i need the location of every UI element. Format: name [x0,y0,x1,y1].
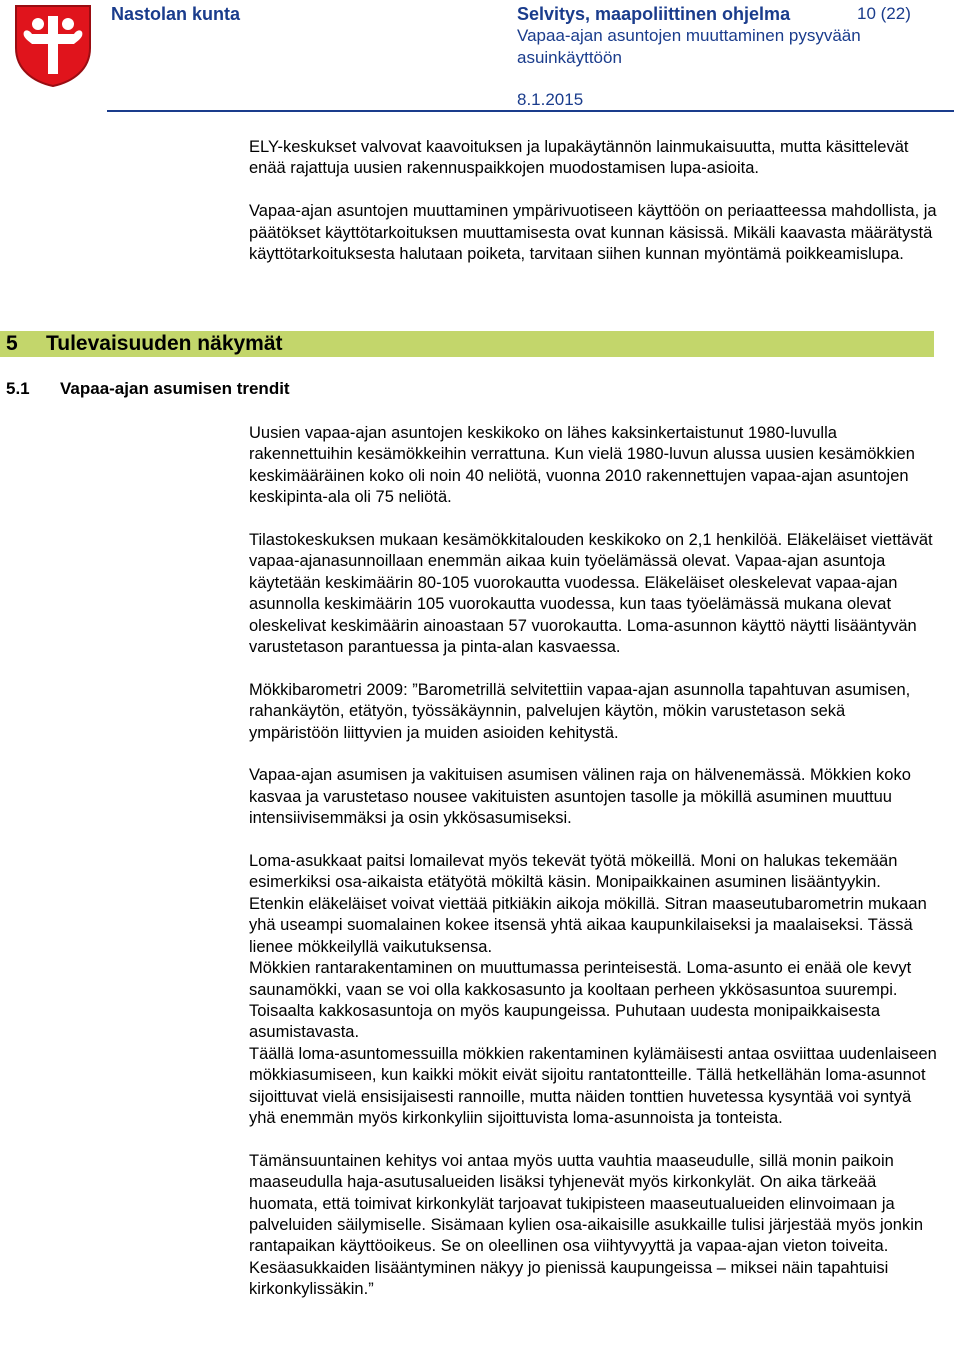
paragraph: Uusien vapaa-ajan asuntojen keskikoko on lähes kaksinkertaistunut 1980-luvulla rakennettuihin kesämökkeihin verrattuna. Kun vielä 1980-luvun alussa uusien kesämökkien keskimääräinen koko oli noin 40 neliötä, vuonna 2010 rakennettujen vapaa-ajan asuntojen keskipinta-ala oli 75 neliötä. [249,424,915,507]
paragraph: Tilastokeskuksen mukaan kesämökkitalouden keskikoko on 2,1 henkilöä. Eläkeläiset viettävät vapaa-ajanasunnoillaan enemmän aikaa kuin työelämässä olevat. Vapaa-ajan asuntoja käytetään keskimäärin 80-105 vuorokautta vuodessa. Eläkeläiset oleskelevat vapaa-ajan asunnolla keskimäärin 105 vuorokautta vuodessa, kun taas työelämässä mukana olevat oleskelivat keskimäärin ainoastaan 57 vuorokautta. Loma-asunnon käyttö näytti lisääntyvän varustetason parantuessa ja pinta-alan kasvaessa. [249,531,933,657]
header-divider [107,110,954,112]
paragraph: ELY-keskukset valvovat kaavoituksen ja lupakäytännön lainmukaisuutta, mutta käsittelevät enää rajattuja uusien rakennuspaikkojen muodostamisen lupa-asioita. [249,138,909,178]
section-number: 5 [6,332,18,355]
subsection-heading [6,378,290,400]
paragraph: Mökkibarometri 2009: ”Barometrillä selvitettiin vapaa-ajan asunnolla tapahtuvan asumisen, rahankäytön, etätyön, työssäkäynnin, palvelujen käytön, mökin varustetason sekä ympäristöön liittyvien ja muiden asioiden kehitystä. [249,680,911,742]
subsection-title: Vapaa-ajan asumisen trendit [60,379,290,398]
document-date: 8.1.2015 [517,90,584,109]
paragraph: Tämänsuuntainen kehitys voi antaa myös uutta vauhtia maaseudulle, sillä monin paikoin maaseudulla haja-asutusalueiden lisäksi tyhjenevät myös kirkonkylät. On aika tärkeää huomata, että toimivat kirkonkylät tarjoavat tukipisteen maaseutualueiden elinvoimaan ja palveluiden säilymiselle. Sisämaan kylien osa-aikaisille asukkaille tulisi järjestää myös jonkin rantapaikan käyttöoikeus. Se on oleellinen osa viihtyvyyttä ja vapaa-ajan vieton toiveita. Kesäasukkaiden lisääntyminen näkyy jo pienissä kaupungeissa – miksei näin tapahtuisi kirkonkylissäkin.” [249,1151,924,1299]
section-title: Tulevaisuuden näkymät [46,332,283,355]
page-number: 10 (22) [857,4,911,23]
document-title: Selvitys, maapoliittinen ohjelma [517,4,791,24]
document-subtitle: Vapaa-ajan asuntojen muuttaminen pysyvään asuinkäyttöön [517,26,861,67]
section-heading [6,331,283,357]
subsection-number: 5.1 [6,379,30,398]
intro-text [249,137,939,265]
organization-name: Nastolan kunta [111,4,241,24]
main-text [249,423,939,1301]
municipal-coat-of-arms-icon [14,4,92,88]
paragraph: Vapaa-ajan asuntojen muuttaminen ympärivuotiseen käyttöön on periaatteessa mahdollista, ja päätökset käyttötarkoituksen muuttamisesta ovat kunnan käsissä. Mikäli kaavasta määrätystä käyttötarkoituksesta halutaan poiketa, tarvitaan siihen kunnan myöntämä poikkeamislupa. [249,202,937,264]
page-header [0,0,960,112]
paragraph: Mökkien rantarakentaminen on muuttumassa perinteisestä. Loma-asunto ei enää ole kevyt saunamökki, vaan se voi olla kakkosasunto ja kooltaan perheen ykkösasuntoa suurempi. Toisaalta kakkosasuntoja on myös kaupungeissa. Puhutaan uudesta monipaikkaisesta asumistavasta. [249,959,912,1042]
paragraph: Loma-asukkaat paitsi lomailevat myös tekevät työtä mökeillä. Moni on halukas tekemään esimerkiksi osa-aikaista etätyötä mökiltä käsin. Monipaikkainen asuminen lisääntyykin. Etenkin eläkeläiset voivat viettää pitkiäkin aikoja mökillä. Sitran maaseutubarometrin mukaan yhä useampi suomalainen kokee itsensä yhtä aikaa kaupunkilaiseksi ja maalaiseksi. Tässä lienee mökkeilyllä vaikutuksensa. [249,852,927,956]
paragraph: Täällä loma-asuntomessuilla mökkien rakentaminen kylämäisesti antaa osviittaa uudenlaiseen mökkiasumiseen, kun kaikki mökit eivät sijoitu rantatontteille. Tällä hetkellähän loma-asunnot sijoittuvat vielä ensisijaisesti rannoille, mutta näiden tonttien huvetessa kysyntää voi syntyä yhä enemmän myös kirkonkyliin sijoittuvista loma-asunnoista ja tonteista. [249,1044,937,1127]
paragraph: Vapaa-ajan asumisen ja vakituisen asumisen välinen raja on hälvenemässä. Mökkien koko kasvaa ja varustetaso nousee vakituisten asuntojen tasolle ja mökillä asuminen muuttuu intensiivisemmäksi ja osin ykkösasumiseksi. [249,766,911,828]
